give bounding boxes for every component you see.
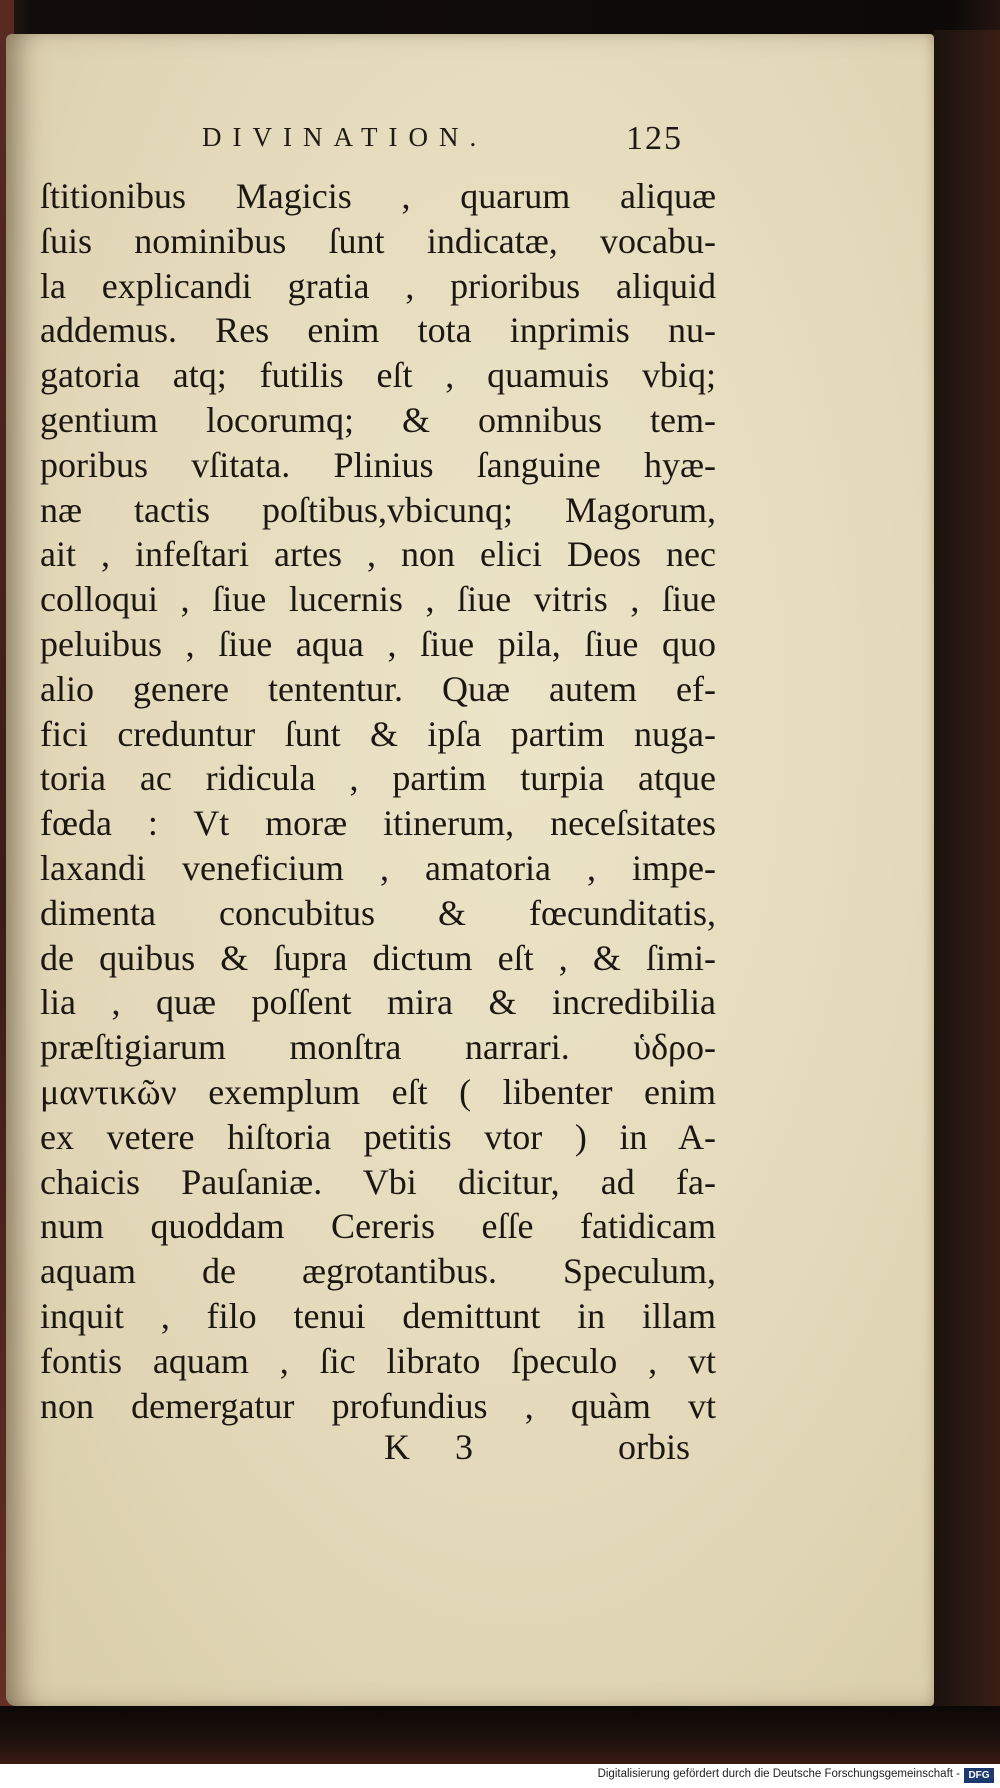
text-line: non demergatur profundius , quàm vt — [40, 1385, 716, 1426]
text-line: addemus. Res enim tota inprimis nu- — [40, 310, 716, 351]
page-foot — [6, 1426, 934, 1472]
book-cover-edge — [934, 30, 1000, 1720]
text-line: ſtitionibus Magicis , quarum aliquæ — [40, 176, 716, 216]
text-line: toria ac ridicula , partim turpia atque — [40, 758, 716, 799]
text-line: fœda : Vt moræ itinerum, neceſsitates — [40, 803, 716, 844]
text-line: dimenta concubitus & fœcunditatis, — [40, 892, 716, 933]
text-line: laxandi veneficium , amatoria , impe- — [40, 847, 716, 888]
text-line: præſtigiarum monſtra narrari. ὑδρο- — [40, 1027, 716, 1068]
text-line: gentium locorumq; & omnibus tem- — [40, 399, 716, 440]
text-line: gatoria atq; futilis eſt , quamuis vbiq; — [40, 355, 716, 396]
digitization-footer — [0, 1764, 1000, 1788]
text-line: ex vetere hiſtoria petitis vtor ) in A- — [40, 1116, 716, 1157]
text-line: de quibus & ſupra dictum eſt , & ſimi- — [40, 937, 716, 978]
text-line: alio genere tententur. Quæ autem ef- — [40, 668, 716, 709]
text-line: la explicandi gratia , prioribus aliquid — [40, 265, 716, 306]
running-head — [6, 120, 934, 160]
text-line: fici creduntur ſunt & ipſa partim nuga- — [40, 713, 716, 754]
text-line: næ tactis poſtibus,vbicunq; Magorum, — [40, 489, 716, 530]
text-line: ait , infeſtari artes , non elici Deos nec — [40, 534, 716, 575]
text-line: μαντικῶν exemplum eſt ( libenter enim — [40, 1071, 716, 1112]
book-bottom-edge — [0, 1706, 1000, 1764]
catchword: orbis — [618, 1427, 690, 1467]
paper-page — [6, 34, 934, 1706]
text-line: colloqui , ſiue lucernis , ſiue vitris , ſiue — [40, 579, 716, 620]
text-line: poribus vſitata. Plinius ſanguine hyæ- — [40, 444, 716, 485]
body-text — [40, 174, 716, 1428]
page-number: 125 — [626, 120, 683, 157]
text-line: inquit , filo tenui demittunt in illam — [40, 1295, 716, 1336]
text-line: aquam de ægrotantibus. Speculum, — [40, 1251, 716, 1292]
running-title: DIVINATION. — [202, 122, 488, 152]
text-line: num quoddam Cereris eſſe fatidicam — [40, 1206, 716, 1247]
funding-credit: Digitalisierung gefördert durch die Deutsche Forschungsgemeinschaft - — [597, 1768, 960, 1780]
text-line: fontis aquam , ſic librato ſpeculo , vt — [40, 1340, 716, 1381]
text-line: ſuis nominibus ſunt indicatæ, vocabu- — [40, 220, 716, 261]
text-line: lia , quæ poſſent mira & incredibilia — [40, 982, 716, 1023]
text-line: peluibus , ſiue aqua , ſiue pila, ſiue quo — [40, 623, 716, 664]
dfg-logo: DFG — [964, 1768, 994, 1783]
signature-mark: K 3 — [384, 1427, 491, 1467]
text-line: chaicis Pauſaniæ. Vbi dicitur, ad fa- — [40, 1161, 716, 1202]
